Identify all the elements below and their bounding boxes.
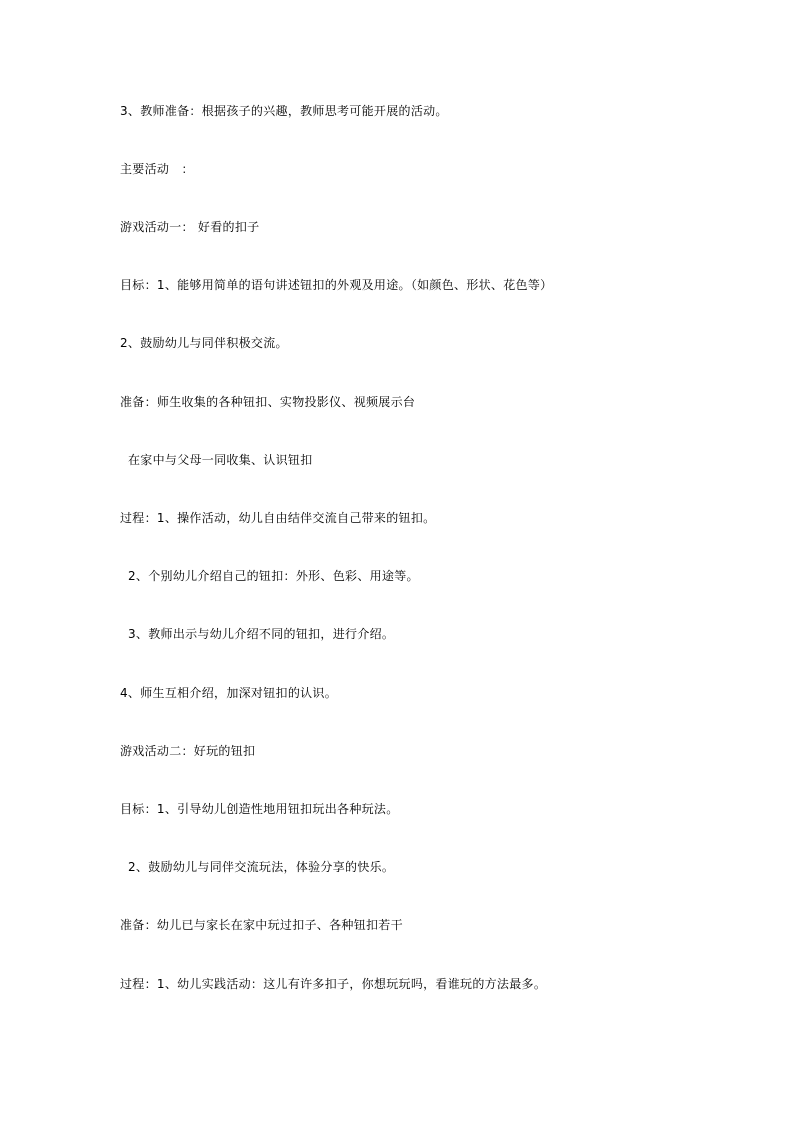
teacher-preparation-line: 3、教师准备：根据孩子的兴趣，教师思考可能开展的活动。 [120,104,448,118]
game-activity-one-heading: 游戏活动一： 好看的扣子 [120,220,260,234]
process-step-four-line: 4、师生互相介绍，加深对钮扣的认识。 [120,686,338,700]
main-activities-heading: 主要活动 ： [120,162,194,176]
process-step-one-line: 过程：1、操作活动，幼儿自由结伴交流自己带来的钮扣。 [120,511,436,525]
goal-two-line: 2、鼓励幼儿与同伴积极交流。 [120,336,288,350]
preparation-home-line: 在家中与父母一同收集、认识钮扣 [128,453,313,467]
goal-two-two-line: 2、鼓励幼儿与同伴交流玩法，体验分享的快乐。 [128,860,395,874]
goal-two-one-line: 目标：1、引导幼儿创造性地用钮扣玩出各种玩法。 [120,802,399,816]
game-activity-two-heading: 游戏活动二：好玩的钮扣 [120,744,256,758]
goal-one-line: 目标：1、能够用简单的语句讲述钮扣的外观及用途。（如颜色、形状、花色等） [120,278,553,292]
process-two-step-one-line: 过程：1、幼儿实践活动：这儿有许多扣子，你想玩玩吗，看谁玩的方法最多。 [120,977,547,991]
preparation-line: 准备：师生收集的各种钮扣、实物投影仪、视频展示台 [120,395,416,409]
process-step-two-line: 2、个别幼儿介绍自己的钮扣：外形、色彩、用途等。 [128,569,419,583]
preparation-two-line: 准备：幼儿已与家长在家中玩过扣子、各种钮扣若干 [120,918,403,932]
process-step-three-line: 3、教师出示与幼儿介绍不同的钮扣，进行介绍。 [128,627,395,641]
